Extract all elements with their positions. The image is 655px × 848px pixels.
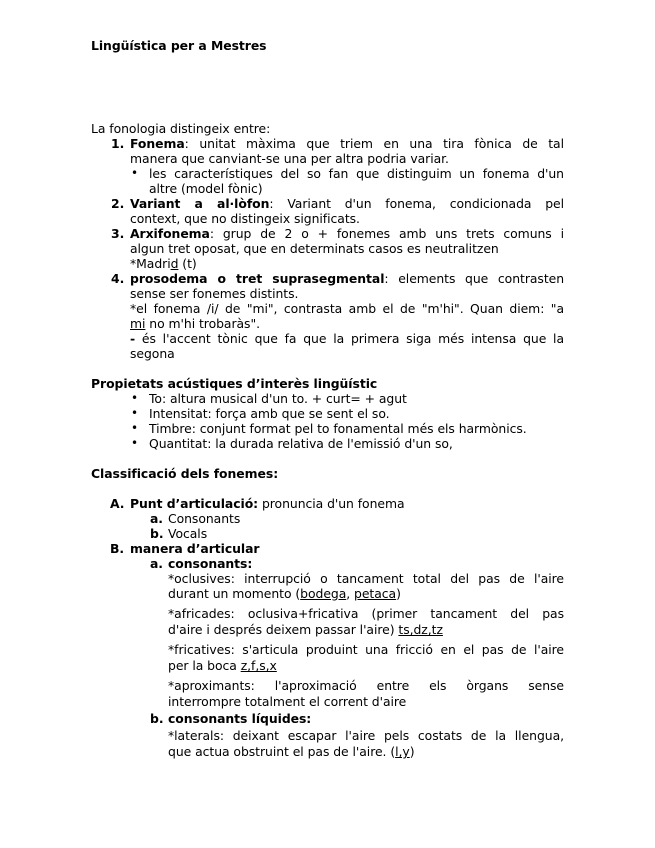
list-number-1: 1. [111, 136, 125, 151]
classif-sub-a-num: a. [150, 511, 163, 526]
classif-ba-num: a. [150, 556, 163, 571]
props-item-quantitat: Quantitat: la durada relativa de l'emissió d'un so, [149, 436, 453, 451]
props-item-intensitat: Intensitat: força amb que se sent el so. [149, 406, 390, 421]
laterals-line-1: *laterals: deixant escapar l'aire pels costats de la llengua, [168, 728, 564, 743]
document-title: Lingüística per a Mestres [91, 38, 267, 53]
prosodema-line-1: prosodema o tret suprasegmental: elements que contrasten [130, 271, 565, 286]
prosodema-line-6: segona [130, 346, 175, 361]
arxifonema-term: Arxifonema [130, 226, 210, 241]
arxifonema-example: *Madrid (t) [130, 256, 197, 271]
africades-line-1: *africades: oclusiva+fricativa (primer tancament del pas [168, 606, 564, 621]
prosodema-line-4: mi no m'hi trobaràs". [130, 316, 260, 331]
classif-letter-b: B. [110, 541, 125, 556]
classif-liquides-heading: consonants líquides: [168, 711, 312, 726]
classif-consonants: Consonants [168, 511, 241, 526]
bullet-icon: • [131, 391, 139, 405]
laterals-line-2: que actua obstruint el pas de l'aire. (l,y) [168, 744, 415, 759]
variant-line-1: Variant a al·lòfon: Variant d'un fonema, condicionada pel [130, 196, 564, 211]
intro-text: La fonologia distingeix entre: [91, 121, 271, 136]
africades-line-2: d'aire i després deixem passar l'aire) ts,dz,tz [168, 622, 443, 637]
fonema-line-1: Fonema: unitat màxima que triem en una tira fònica de tal [130, 136, 564, 151]
aproximants-line-2: interrompre totalment el corrent d'aire [168, 694, 407, 709]
prosodema-line-3: *el fonema /i/ de "mi", contrasta amb el de "m'hi". Quan diem: "a [130, 301, 564, 316]
bullet-icon: • [131, 406, 139, 420]
variant-term: Variant a al·lòfon [130, 196, 270, 211]
list-number-3: 3. [111, 226, 125, 241]
arxifonema-line-1: Arxifonema: grup de 2 o + fonemes amb uns trets comuns i [130, 226, 564, 241]
bullet-icon: • [131, 166, 139, 180]
classif-manera-articular: manera d’articular [130, 541, 260, 556]
oclusives-line-2: durant un momento (bodega, petaca) [168, 586, 401, 601]
oclusives-line-1: *oclusives: interrupció o tancament total del pas de l'aire [168, 571, 564, 586]
classif-consonants-heading: consonants: [168, 556, 253, 571]
aproximants-line-1: *aproximants: l'aproximació entre els òrgans sense [168, 678, 564, 693]
arxifonema-line-2: algun tret oposat, que en determinats casos es neutralitzen [130, 241, 499, 256]
classif-punt-articulacio: Punt d’articulació: pronuncia d'un fonema [130, 496, 405, 511]
fonema-sub-line-2: altre (model fònic) [149, 181, 263, 196]
list-number-4: 4. [111, 271, 125, 286]
fonema-term: Fonema [130, 136, 185, 151]
classif-vocals: Vocals [168, 526, 208, 541]
prosodema-line-5: - és l'accent tònic que fa que la primera siga més intensa que la [130, 331, 564, 346]
props-item-timbre: Timbre: conjunt format pel to fonamental més els harmònics. [149, 421, 527, 436]
classif-letter-a: A. [110, 496, 125, 511]
fonema-sub-line-1: les característiques del so fan que distinguim un fonema d'un [149, 166, 564, 181]
props-heading: Propietats acústiques d’interès lingüístic [91, 376, 378, 391]
fonema-line-2: manera que canviant-se una per altra podria variar. [130, 151, 449, 166]
fricatives-line-2: per la boca z,f,s,x [168, 658, 277, 673]
variant-line-2: context, que no distingeix significats. [130, 211, 360, 226]
prosodema-term: prosodema o tret suprasegmental [130, 271, 385, 286]
prosodema-line-2: sense ser fonemes distints. [130, 286, 299, 301]
props-item-to: To: altura musical d'un to. + curt= + agut [149, 391, 407, 406]
classif-sub-b-num: b. [150, 526, 164, 541]
fricatives-line-1: *fricatives: s'articula produint una fricció en el pas de l'aire [168, 642, 564, 657]
bullet-icon: • [131, 436, 139, 450]
classif-heading: Classificació dels fonemes: [91, 466, 279, 481]
bullet-icon: • [131, 421, 139, 435]
classif-bb-num: b. [150, 711, 164, 726]
list-number-2: 2. [111, 196, 125, 211]
